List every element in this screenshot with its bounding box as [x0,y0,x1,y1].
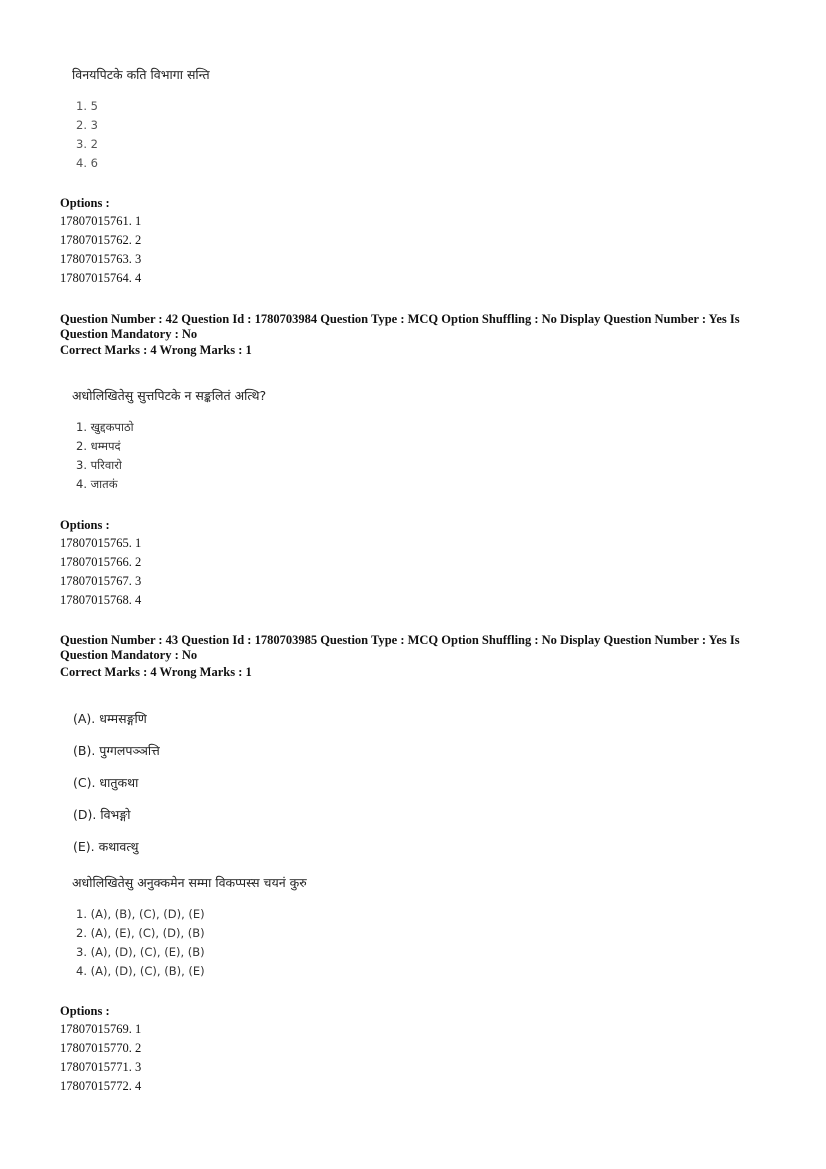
q41-question-text: विनयपिटके कति विभागा सन्ति [72,67,210,82]
q41-option-3: 17807015763. 3 [60,252,142,266]
q41-option-2: 17807015762. 2 [60,233,142,247]
q43-question-text: अधोलिखितेसु अनुक्कमेन सम्मा विकप्पस्स चयनं कुरु [72,875,307,890]
q43-option-3: 17807015771. 3 [60,1060,142,1074]
q43-item-b: (B). पुग्गलपञ्ञत्ति [73,743,160,758]
q42-option-2: 17807015766. 2 [60,555,142,569]
q42-option-1: 17807015765. 1 [60,536,142,550]
q42-options-label: Options : [60,518,110,532]
q42-question-text: अधोलिखितेसु सुत्तपिटके न सङ्कलितं अत्थि? [72,388,267,403]
q43-options-label: Options : [60,1004,110,1018]
q43-header-line2: Question Mandatory : No [60,648,198,662]
q41-option-1: 17807015761. 1 [60,214,142,228]
q42-header-line1: Question Number : 42 Question Id : 1780703984 Question Type : MCQ Option Shuffling : No Display Question Number : Yes Is [60,312,740,326]
q43-option-2: 17807015770. 2 [60,1041,142,1055]
q41-choice-1: 1. 5 [76,99,98,113]
q42-option-4: 17807015768. 4 [60,593,142,607]
q42-option-3: 17807015767. 3 [60,574,142,588]
q43-choice-4: 4. (A), (D), (C), (B), (E) [76,964,205,978]
q42-header-line2: Question Mandatory : No [60,327,198,341]
q43-option-4: 17807015772. 4 [60,1079,142,1093]
q42-marks: Correct Marks : 4 Wrong Marks : 1 [60,343,252,357]
q43-choice-1: 1. (A), (B), (C), (D), (E) [76,907,205,921]
q43-option-1: 17807015769. 1 [60,1022,142,1036]
q43-item-e: (E). कथावत्थु [73,839,139,854]
q41-choice-4: 4. 6 [76,156,98,170]
q43-choice-3: 3. (A), (D), (C), (E), (B) [76,945,205,959]
q42-choice-3: 3. परिवारो [76,458,122,472]
q41-options-label: Options : [60,196,110,210]
q43-item-d: (D). विभङ्गो [73,807,131,822]
q43-item-a: (A). धम्मसङ्गणि [73,711,147,726]
q42-choice-4: 4. जातकं [76,477,118,491]
q43-choice-2: 2. (A), (E), (C), (D), (B) [76,926,205,940]
q41-choice-2: 2. 3 [76,118,98,132]
q41-option-4: 17807015764. 4 [60,271,142,285]
q43-marks: Correct Marks : 4 Wrong Marks : 1 [60,665,252,679]
q42-choice-2: 2. धम्मपदं [76,439,121,453]
q43-item-c: (C). धातुकथा [73,775,139,790]
q42-choice-1: 1. खुद्दकपाठो [76,420,134,434]
q43-header-line1: Question Number : 43 Question Id : 1780703985 Question Type : MCQ Option Shuffling : No Display Question Number : Yes Is [60,633,740,647]
q41-choice-3: 3. 2 [76,137,98,151]
